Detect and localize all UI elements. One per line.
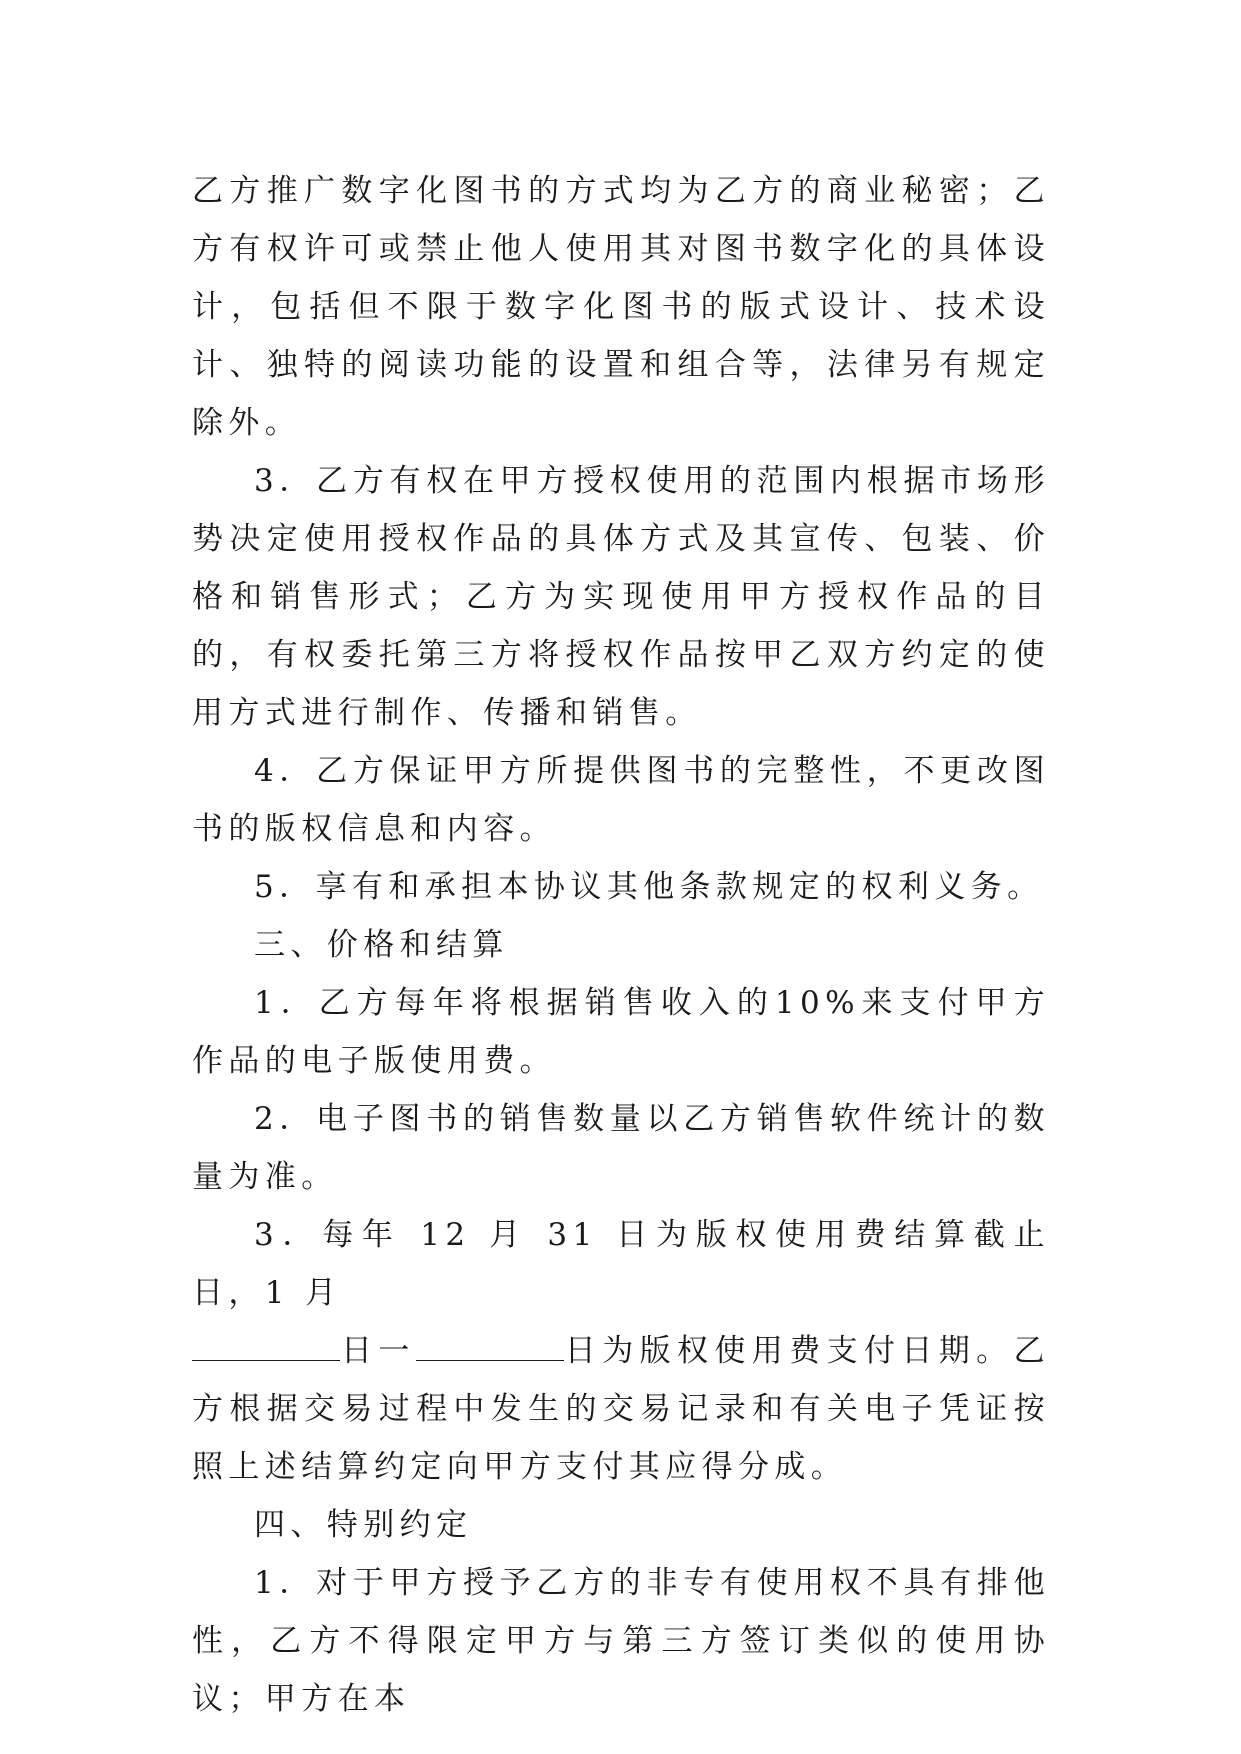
section-heading-price-settlement: 三、价格和结算 <box>254 927 509 963</box>
section-heading-special-terms: 四、特别约定 <box>254 1507 473 1543</box>
paragraph-price-clause-1: 1．乙方每年将根据销售收入的10%来支付甲方作品的电子版使用费。 <box>192 985 1050 1079</box>
settlement-text-end: 日为版权使用费支付日期。乙方根据交易过程中发生的交易记录和有关电子凭证按照上述结算约定向甲方支付其应得分成。 <box>192 1333 1050 1485</box>
paragraph-special-clause-1: 1．对于甲方授予乙方的非专有使用权不具有排他性，乙方不得限定甲方与第三方签订类似的使用协议；甲方在本 <box>192 1565 1050 1717</box>
settlement-text-mid: 日一 <box>340 1333 416 1369</box>
paragraph-trade-secret: 乙方推广数字化图书的方式均为乙方的商业秘密；乙方有权许可或禁止他人使用其对图书数字化的具体设计，包括但不限于数字化图书的版式设计、技术设计、独特的阅读功能的设置和组合等，法律另有规定除外。 <box>192 173 1050 441</box>
paragraph-clause-4: 4．乙方保证甲方所提供图书的完整性，不更改图书的版权信息和内容。 <box>192 753 1050 847</box>
blank-start-day <box>192 1330 340 1361</box>
settlement-text-start: 3．每年 12 月 31 日为版权使用费结算截止日，1 月 <box>192 1217 1050 1311</box>
paragraph-price-clause-2: 2．电子图书的销售数量以乙方销售软件统计的数量为准。 <box>192 1101 1050 1195</box>
paragraph-price-clause-3 <box>192 1206 1050 1496</box>
blank-end-day <box>416 1330 564 1361</box>
paragraph-clause-5: 5．享有和承担本协议其他条款规定的权利义务。 <box>254 869 1044 905</box>
paragraph-clause-3: 3．乙方有权在甲方授权使用的范围内根据市场形势决定使用授权作品的具体方式及其宣传、包装、价格和销售形式；乙方为实现使用甲方授权作品的目的，有权委托第三方将授权作品按甲乙双方约定的使用方式进行制作、传播和销售。 <box>192 463 1050 731</box>
document-body <box>192 162 1050 1728</box>
